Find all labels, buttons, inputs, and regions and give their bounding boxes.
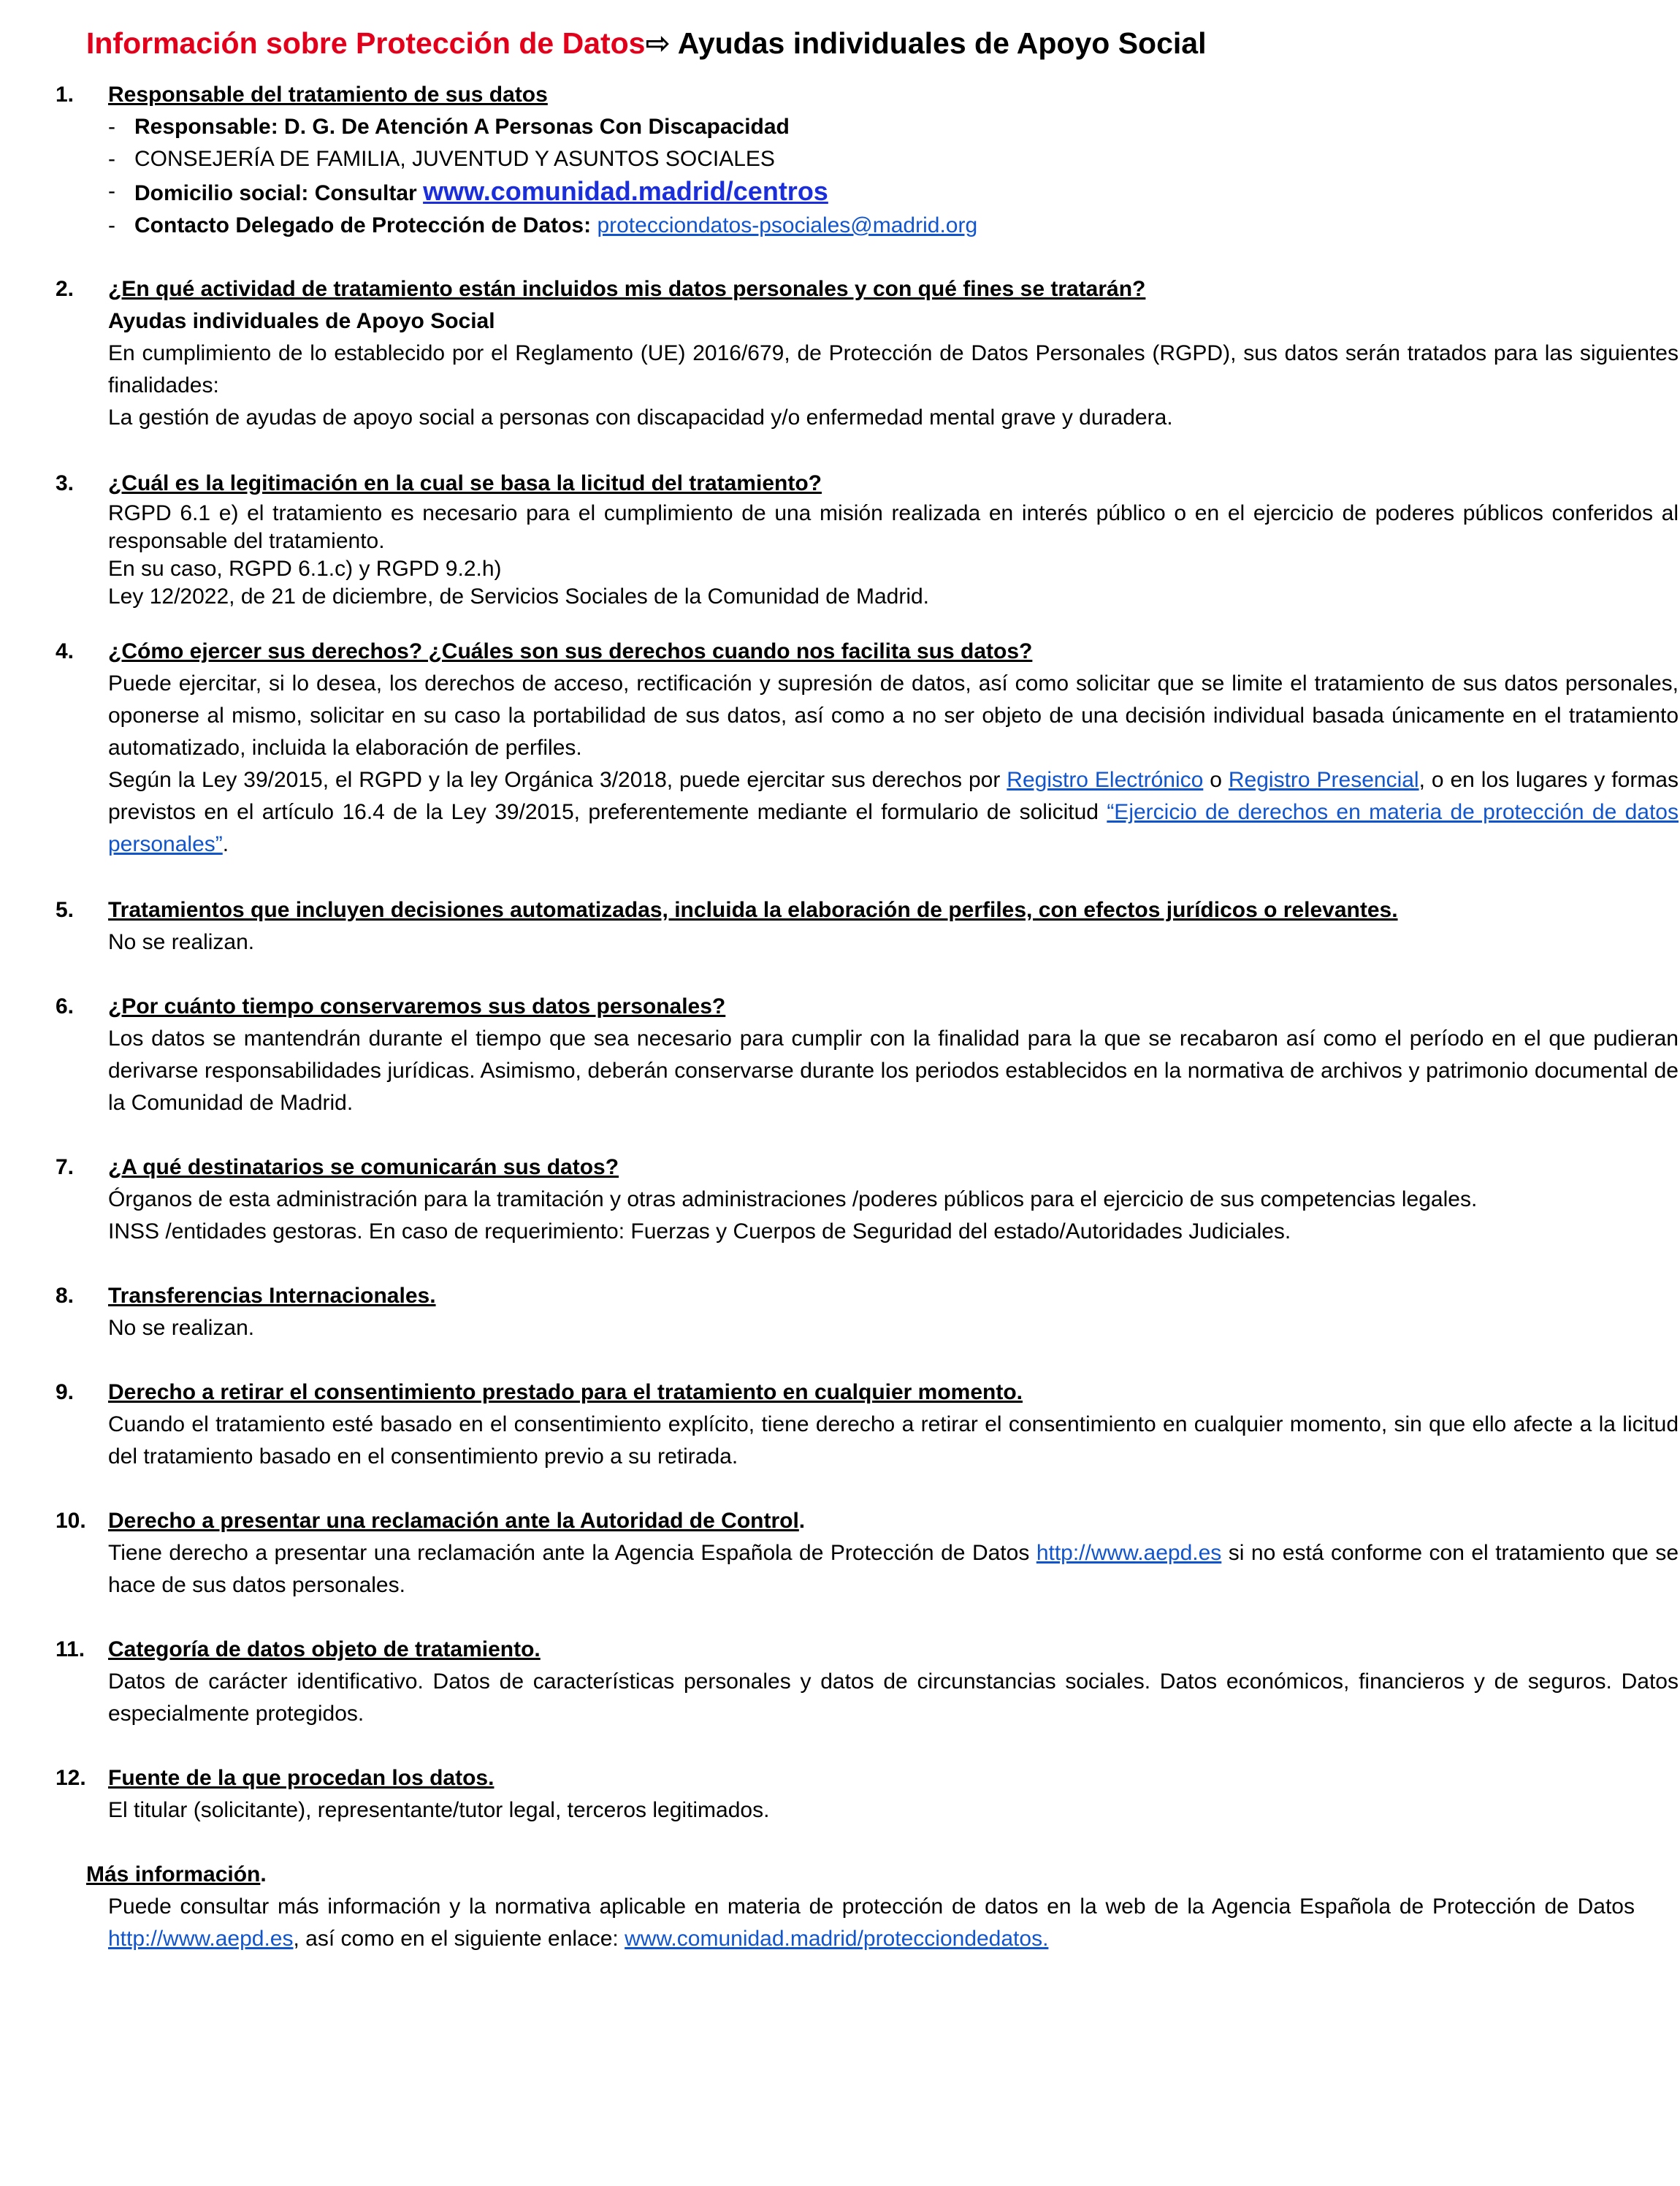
section-10: [56, 1505, 1679, 1602]
section-paragraph: Cuando el tratamiento esté basado en el consentimiento explícito, tiene derecho a retirar el consentimiento en cualquier momento, sin que ello afecte a la licitud del tratamiento basado en el consentimiento previo a su retirada.: [108, 1412, 1679, 1469]
section-paragraph: Puede ejercitar, si lo desea, los derechos de acceso, rectificación y supresión de datos, así como solicitar que se limite el tratamiento de sus datos personales, oponerse al mismo, solicitar en su caso la portabilidad de sus datos, así como a no ser objeto de una decisión individual basada únicamente en el tratamiento automatizado, incluida la elaboración de perfiles.: [108, 671, 1679, 760]
section-number: 1.: [56, 83, 75, 107]
list-item: - Contacto Delegado de Protección de Datos: protecciondatos-psociales@madrid.org: [108, 213, 978, 237]
ejercicio-derechos-link[interactable]: “Ejercicio de derechos en materia de protección de datos personales”: [108, 800, 1679, 856]
section-number: 3.: [56, 471, 75, 495]
list-item: - CONSEJERÍA DE FAMILIA, JUVENTUD Y ASUNTOS SOCIALES: [108, 147, 775, 171]
section-paragraph: Ley 12/2022, de 21 de diciembre, de Servicios Sociales de la Comunidad de Madrid.: [108, 584, 930, 609]
section-heading: ¿Cuál es la legitimación en la cual se basa la licitud del tratamiento?: [108, 471, 822, 495]
section-number: 5.: [56, 898, 75, 922]
section-7: [56, 1151, 1633, 1248]
section-heading: Derecho a presentar una reclamación ante la Autoridad de Control.: [108, 1509, 806, 1533]
section-heading: Categoría de datos objeto de tratamiento.: [108, 1637, 541, 1661]
list-item: - Domicilio social: Consultar www.comunidad.madrid/centros: [108, 176, 828, 206]
section-heading: ¿Por cuánto tiempo conservaremos sus datos personales?: [108, 994, 726, 1018]
section-paragraph: No se realizan.: [108, 930, 255, 954]
section-heading: Más información.: [86, 1862, 267, 1886]
title-black-part: Ayudas individuales de Apoyo Social: [670, 26, 1207, 60]
section-paragraph: La gestión de ayudas de apoyo social a personas con discapacidad y/o enfermedad mental grave y duradera.: [108, 405, 1173, 430]
centros-link[interactable]: www.comunidad.madrid/centros: [423, 176, 828, 206]
section-paragraph: Puede consultar más información y la normativa aplicable en materia de protección de datos en la web de la Agencia Española de Protección de Datos http://www.aepd.es, así como en el siguiente enlace: www.comunidad.madrid/protecciondedatos.: [108, 1894, 1635, 1951]
section-heading: Transferencias Internacionales.: [108, 1284, 436, 1308]
section-number: 10.: [56, 1509, 86, 1533]
arrow-icon: ⇨: [645, 26, 671, 60]
section-5: [56, 894, 1633, 959]
section-number: 2.: [56, 277, 75, 301]
section-3: [56, 468, 1679, 611]
section-11: [56, 1634, 1679, 1730]
section-paragraph: El titular (solicitante), representante/tutor legal, terceros legitimados.: [108, 1798, 770, 1822]
section-paragraph: Los datos se mantendrán durante el tiempo que sea necesario para cumplir con la finalidad para la que se recabaron así como el período en el que pudieran derivarse responsabilidades jurídicas. Asimismo, deberán conservarse durante los periodos establecidos en la normativa de archivos y patrimonio documental de la Comunidad de Madrid.: [108, 1027, 1679, 1115]
section-number: 7.: [56, 1155, 75, 1179]
section-number: 11.: [56, 1637, 85, 1661]
section-paragraph: Según la Ley 39/2015, el RGPD y la ley Orgánica 3/2018, puede ejercitar sus derechos por Registro Electrónico o Registro Presencial, o en los lugares y formas previstos en el artículo 16.4 de la Ley 39/2015, preferentemente mediante el formulario de solicitud “Ejercicio de derechos en materia de protección de datos personales”.: [108, 768, 1679, 856]
section-paragraph: Órganos de esta administración para la tramitación y otras administraciones /poderes públicos para el ejercicio de sus competencias legales.: [108, 1187, 1478, 1211]
section-heading: Derecho a retirar el consentimiento prestado para el tratamiento en cualquier momento.: [108, 1380, 1023, 1404]
section-heading: Fuente de la que procedan los datos.: [108, 1766, 495, 1790]
responsable-list: [108, 111, 1679, 242]
section-number: 12.: [56, 1766, 86, 1790]
section-8: [56, 1280, 1633, 1344]
protecciondedatos-link[interactable]: www.comunidad.madrid/protecciondedatos.: [625, 1927, 1049, 1951]
section-12: [56, 1762, 1633, 1827]
page-title: [86, 22, 1620, 64]
section-heading: ¿A qué destinatarios se comunicarán sus datos?: [108, 1155, 619, 1179]
registro-presencial-link[interactable]: Registro Presencial: [1228, 768, 1419, 792]
section-paragraph: Tiene derecho a presentar una reclamación ante la Agencia Española de Protección de Datos http://www.aepd.es si no está conforme con el tratamiento que se hace de sus datos personales.: [108, 1541, 1679, 1597]
list-item: - Responsable: D. G. De Atención A Personas Con Discapacidad: [108, 115, 790, 139]
aepd-link[interactable]: http://www.aepd.es: [108, 1927, 294, 1951]
section-heading: Tratamientos que incluyen decisiones automatizadas, incluida la elaboración de perfiles, con efectos jurídicos o relevantes.: [108, 898, 1398, 922]
section-paragraph: RGPD 6.1 e) el tratamiento es necesario para el cumplimiento de una misión realizada en interés público o en el ejercicio de poderes públicos conferidos al responsable del tratamiento.: [108, 501, 1679, 553]
section-number: 8.: [56, 1284, 75, 1308]
aepd-link[interactable]: http://www.aepd.es: [1036, 1541, 1222, 1565]
section-paragraph: No se realizan.: [108, 1316, 255, 1340]
section-heading: Responsable del tratamiento de sus datos: [108, 83, 548, 107]
section-paragraph: En su caso, RGPD 6.1.c) y RGPD 9.2.h): [108, 557, 502, 581]
section-number: 9.: [56, 1380, 75, 1404]
section-6: [56, 991, 1679, 1119]
title-red-part: Información sobre Protección de Datos: [86, 26, 646, 60]
section-number: 6.: [56, 994, 75, 1018]
more-info-section: [86, 1859, 1635, 1955]
section-9: [56, 1376, 1679, 1473]
section-subheading: Ayudas individuales de Apoyo Social: [108, 309, 495, 333]
registro-electronico-link[interactable]: Registro Electrónico: [1007, 768, 1204, 792]
section-paragraph: En cumplimiento de lo establecido por el Reglamento (UE) 2016/679, de Protección de Datos Personales (RGPD), sus datos serán tratados para las siguientes finalidades:: [108, 341, 1679, 397]
section-2: [56, 273, 1679, 434]
section-paragraph: Datos de carácter identificativo. Datos de características personales y datos de circunstancias sociales. Datos económicos, financieros y de seguros. Datos especialmente protegidos.: [108, 1669, 1679, 1726]
section-heading: ¿Cómo ejercer sus derechos? ¿Cuáles son sus derechos cuando nos facilita sus datos?: [108, 639, 1033, 663]
section-4: [56, 636, 1679, 861]
email-link[interactable]: protecciondatos-psociales@madrid.org: [597, 213, 978, 237]
section-heading: ¿En qué actividad de tratamiento están incluidos mis datos personales y con qué fines se tratarán?: [108, 277, 1146, 301]
section-1: [56, 79, 1633, 242]
section-number: 4.: [56, 639, 75, 663]
section-paragraph: INSS /entidades gestoras. En caso de requerimiento: Fuerzas y Cuerpos de Seguridad del estado/Autoridades Judiciales.: [108, 1219, 1291, 1244]
